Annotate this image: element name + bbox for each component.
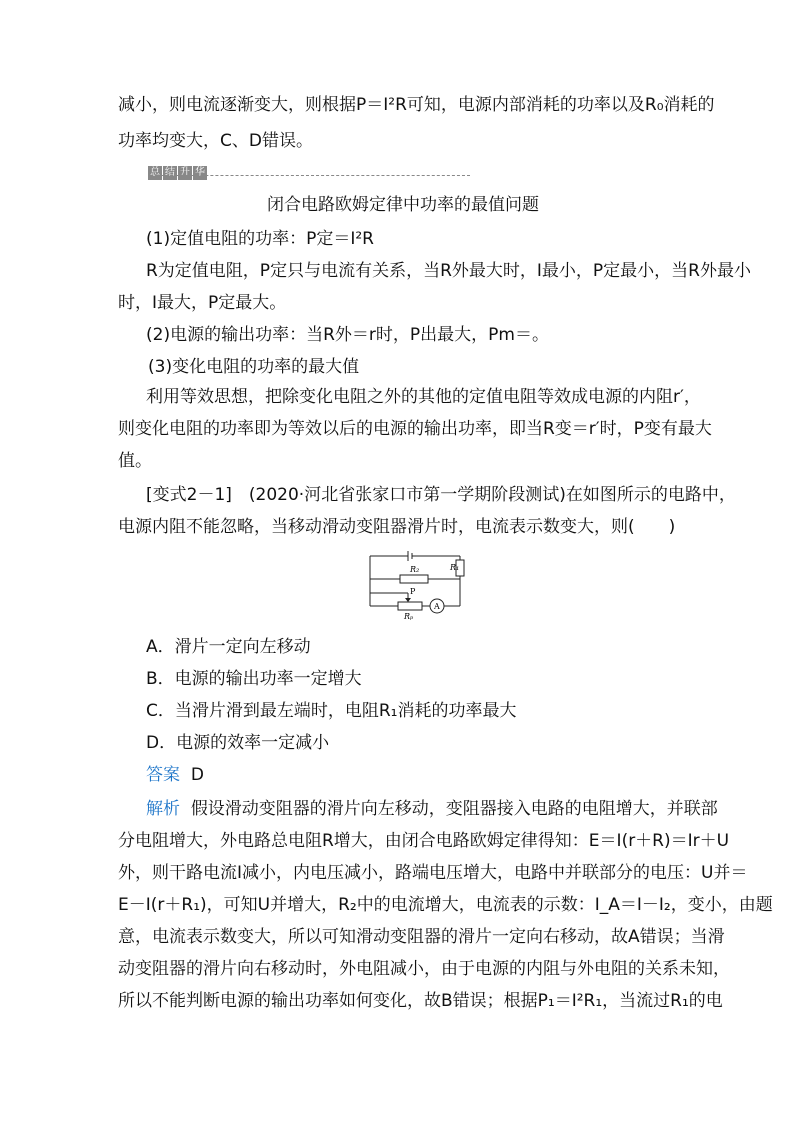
text-line: 功率均变大，C、D错误。 <box>118 131 313 151</box>
item-3: (3)变化电阻的功率的最大值 <box>148 357 360 377</box>
circuit-diagram <box>360 548 470 620</box>
option-d: D．电源的效率一定减小 <box>146 733 330 753</box>
item-3-desc: 利用等效思想，把除变化电阻之外的其他的定值电阻等效成电源的内阻r′， <box>146 387 701 407</box>
item-1: (1)定值电阻的功率：P定＝I²R <box>146 229 374 249</box>
analysis-label: 解析 <box>146 799 180 819</box>
analysis-text: 分电阻增大，外电路总电阻R增大，由闭合电路欧姆定律得知：E＝I(r＋R)＝Ir＋U <box>118 831 730 851</box>
badge-char: 总 <box>150 167 160 178</box>
item-2: (2)电源的输出功率：当R外＝r时，P出最大，Pm＝。 <box>146 325 549 345</box>
text-line: 减小，则电流逐渐变大，则根据P＝I²R可知，电源内部消耗的功率以及R₀消耗的 <box>118 95 715 115</box>
badge-char: 华 <box>195 167 205 178</box>
item-1-desc: 时，I最大，P定最大。 <box>118 293 287 313</box>
analysis-text: 假设滑动变阻器的滑片向左移动，变阻器接入电路的电阻增大，并联部 <box>190 799 718 819</box>
option-b: B．电源的输出功率一定增大 <box>146 669 362 689</box>
question-text: [变式2－1] (2020·河北省张家口市第一学期阶段测试)在如图所示的电路中， <box>146 485 736 505</box>
badge-char: 升 <box>180 167 190 178</box>
item-3-desc: 则变化电阻的功率即为等效以后的电源的输出功率，即当R变＝r′时，P变有最大 <box>118 419 712 439</box>
ammeter-label: A <box>434 602 440 611</box>
r2-label: R₂ <box>410 565 420 574</box>
option-c: C．当滑片滑到最左端时，电阻R₁消耗的功率最大 <box>146 701 517 721</box>
analysis-text: 意，电流表示数变大，所以可知滑动变阻器的滑片一定向右移动，故A错误；当滑 <box>118 927 725 947</box>
section-title: 闭合电路欧姆定律中功率的最值问题 <box>267 195 539 215</box>
p-label: P <box>410 587 416 596</box>
analysis-text: 外，则干路电流I减小，内电压减小，路端电压增大，电路中并联部分的电压：U并＝ <box>118 863 748 883</box>
answer-label: 答案 <box>146 765 180 785</box>
badge-char: 结 <box>165 167 175 178</box>
analysis-text: 所以不能判断电源的输出功率如何变化，故B错误；根据P₁＝I²R₁，当流过R₁的电 <box>118 991 723 1011</box>
analysis-line <box>146 794 716 824</box>
item-3-desc: 值。 <box>118 451 152 471</box>
analysis-text: 动变阻器的滑片向右移动时，外电阻减小，由于电源的内阻与外电阻的关系未知， <box>118 959 730 979</box>
question-text: 电源内阻不能忽略，当移动滑动变阻器滑片时，电流表示数变大，则( ) <box>118 517 676 537</box>
rp-label: Rₚ <box>404 612 414 620</box>
item-1-desc: R为定值电阻，P定只与电流有关系，当R外最大时，I最小，P定最小，当R外最小 <box>146 261 751 281</box>
summary-badge <box>148 160 208 180</box>
analysis-text: E－I(r＋R₁)，可知U并增大，R₂中的电流增大，电流表的示数：I_A＝I－I₂，变小，由题 <box>118 895 773 915</box>
r1-label: R₁ <box>450 563 460 572</box>
answer-line <box>146 760 716 790</box>
option-a: A．滑片一定向左移动 <box>146 637 311 657</box>
badge-divider <box>150 175 470 176</box>
answer-value: D <box>190 765 204 785</box>
